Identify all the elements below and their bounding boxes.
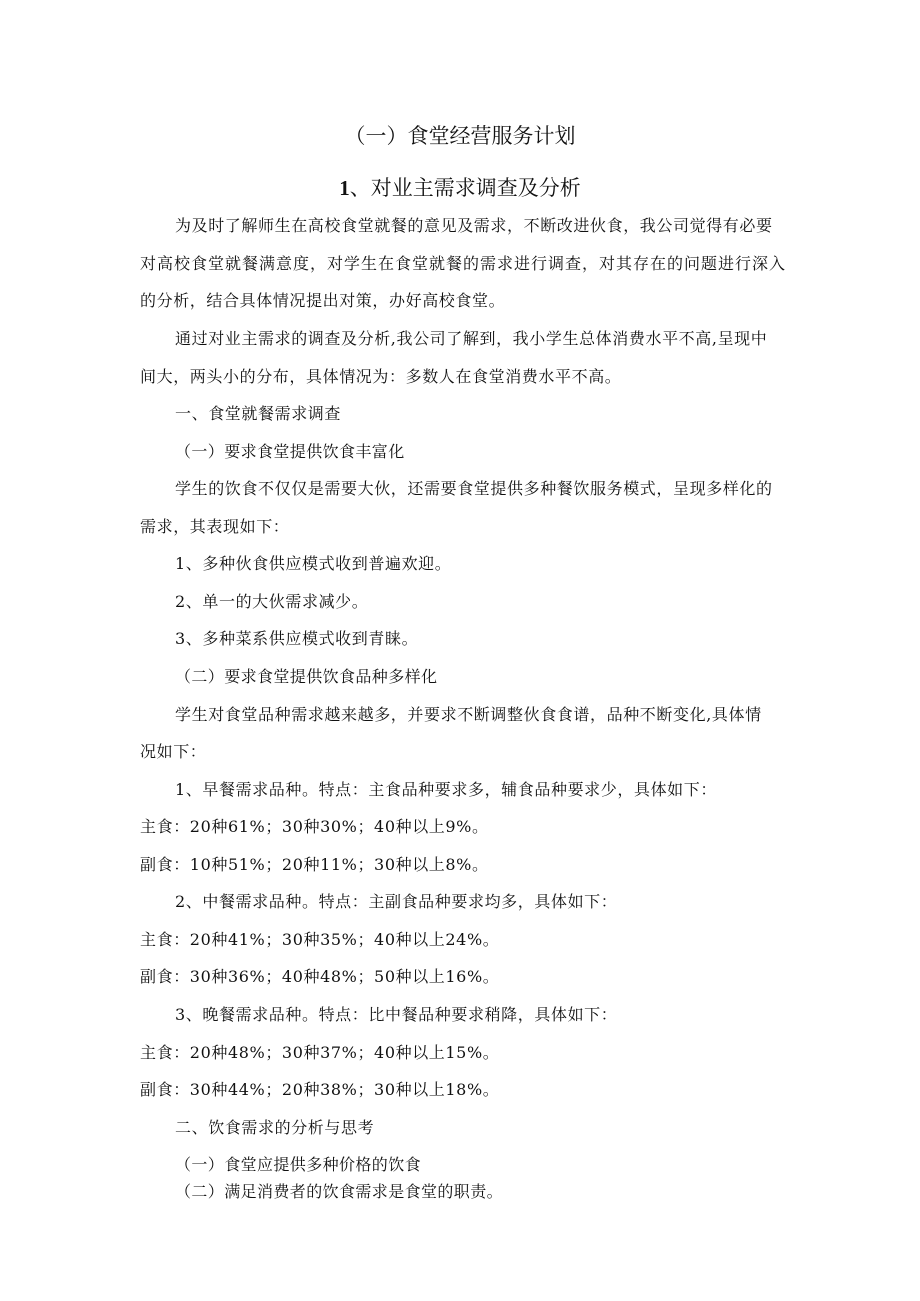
paragraph-line: 的分析，结合具体情况提出对策，办好高校食堂。: [140, 291, 506, 310]
paragraph-line: 需求，其表现如下：: [140, 517, 290, 536]
paragraph-line: 对高校食堂就餐满意度，对学生在食堂就餐的需求进行调查，对其存在的问题进行深入: [140, 254, 785, 273]
paragraph-line: 为及时了解师生在高校食堂就餐的意见及需求，不断改进伙食，我公司觉得有必要: [175, 216, 773, 235]
list-item: 3、晚餐需求品种。特点：比中餐品种要求稍降，具体如下：: [175, 1005, 618, 1024]
heading-line: （二）满足消费者的饮食需求是食堂的职责。: [175, 1182, 504, 1201]
data-line: 副食：10种51%；20种11%；30种以上8%。: [140, 855, 489, 874]
heading-line: 二、饮食需求的分析与思考: [175, 1118, 375, 1137]
paragraph-line: 通过对业主需求的调查及分析,我公司了解到，我小学生总体消费水平不高,呈现中: [175, 329, 768, 348]
paragraph-line: 况如下：: [140, 742, 207, 761]
section-title: （一）食堂经营服务计划: [344, 124, 576, 148]
paragraph-line: 间大，两头小的分布，具体情况为：多数人在食堂消费水平不高。: [140, 367, 622, 386]
subsection-title-text: 、对业主需求调查及分析: [349, 176, 581, 200]
list-item: 1、多种伙食供应模式收到普遍欢迎。: [175, 554, 452, 573]
data-line: 副食：30种36%；40种48%；50种以上16%。: [140, 967, 500, 986]
data-line: 副食：30种44%；20种38%；30种以上18%。: [140, 1080, 500, 1099]
heading-line: 一、食堂就餐需求调查: [175, 404, 342, 423]
list-item: 3、多种菜系供应模式收到青睐。: [175, 629, 419, 648]
list-item: 2、单一的大伙需求减少。: [175, 592, 369, 611]
heading-line: （一）要求食堂提供饮食丰富化: [175, 442, 405, 461]
data-line: 主食：20种48%；30种37%；40种以上15%。: [140, 1043, 500, 1062]
paragraph-line: 学生的饮食不仅仅是需要大伙，还需要食堂提供多种餐饮服务模式，呈现多样化的: [175, 479, 773, 498]
paragraph-line: 学生对食堂品种需求越来越多，并要求不断调整伙食食谱，品种不断变化,具体情: [175, 705, 762, 724]
data-line: 主食：20种41%；30种35%；40种以上24%。: [140, 930, 500, 949]
list-item: 1、早餐需求品种。特点：主食品种要求多，辅食品种要求少，具体如下：: [175, 780, 717, 799]
list-item: 2、中餐需求品种。特点：主副食品种要求均多，具体如下：: [175, 892, 618, 911]
subsection-number: 1: [339, 176, 350, 200]
heading-line: （一）食堂应提供多种价格的饮食: [175, 1155, 422, 1174]
data-line: 主食：20种61%；30种30%；40种以上9%。: [140, 817, 489, 836]
heading-line: （二）要求食堂提供饮食品种多样化: [175, 667, 438, 686]
subsection-title: [0, 172, 920, 202]
